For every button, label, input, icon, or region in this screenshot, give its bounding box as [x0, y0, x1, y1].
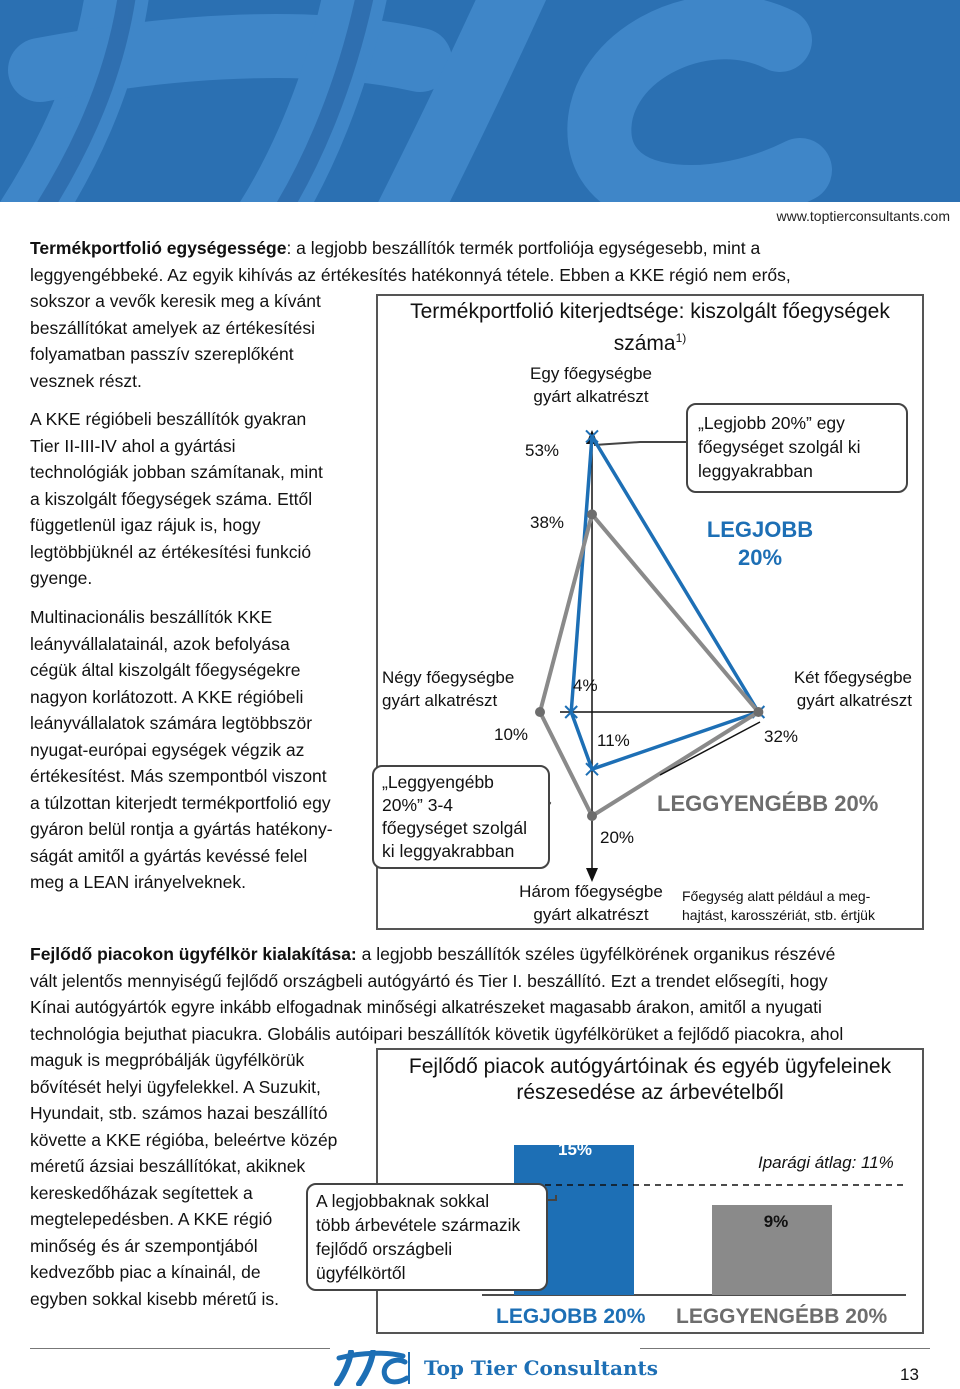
text-line: Tier II-III-IV ahol a gyártási	[30, 435, 236, 456]
callout-line: „Leggyengébb	[382, 772, 494, 792]
text-line: bővítését helyi ügyfelekkel. A Suzukit,	[30, 1076, 321, 1097]
callout-line: ki leggyakrabban	[382, 841, 515, 861]
callout-line: ügyfélkörtől	[316, 1263, 406, 1283]
text-line: gyenge.	[30, 568, 93, 588]
section2-lead: Fejlődő piacokon ügyfélkör kialakítása:	[30, 944, 357, 964]
footer-divider	[640, 1348, 930, 1349]
callout-line: 20%” 3-4	[382, 795, 454, 815]
data-label-top-worst: 38%	[530, 513, 565, 532]
text-line: leányvállalatainál, azok befolyása	[30, 633, 290, 654]
label-line: gyárt alkatrészt	[533, 387, 649, 406]
text-line: értékesítést. Más szempontból viszont	[30, 766, 327, 786]
text-line: ságát amitől a gyártás kevéssé felel	[30, 845, 308, 866]
label-line: Három főegységbe	[519, 882, 663, 901]
text-line: cégük által kiszolgált főegységekre	[30, 660, 301, 680]
label-line: Két főegységbe	[793, 668, 912, 687]
label-line: gyárt alkatrészt	[533, 905, 649, 924]
footer-divider	[30, 1348, 330, 1349]
series-label-worst: LEGGYENGÉBB 20%	[657, 791, 879, 816]
data-label-right: 32%	[764, 727, 799, 746]
text-line: meg a LEAN irányelveknek.	[30, 872, 246, 892]
section1-lead-rest: : a legjobb beszállítók termék portfoliója egységesebb, mint a	[286, 238, 761, 258]
text-line: vesznek részt.	[30, 370, 142, 391]
label-line: 20%	[737, 545, 783, 570]
chart-title-line: Termékportfolió kiterjedtsége: kiszolgált főegységek	[410, 300, 890, 323]
text-line: kedvezőbb piac a kínainál, de	[30, 1262, 261, 1282]
data-label-bottom-worst: 20%	[600, 828, 635, 847]
ttc-logo-icon	[333, 1350, 413, 1386]
text-line: maguk is megpróbálják ügyfélkörük	[30, 1050, 305, 1070]
footer-separator	[408, 1352, 410, 1384]
text-line: leányvállalatok számára legtöbbször	[30, 713, 313, 733]
bar-label-worst: LEGGYENGÉBB 20%	[676, 1305, 888, 1328]
footnote-line: hajtást, karosszériát, stb. értjük	[682, 907, 875, 923]
label-line: Négy főegységbe	[382, 668, 515, 687]
data-label-left-worst: 10%	[494, 725, 529, 744]
text-line: követte a KKE régióba, beleértve közép	[30, 1129, 338, 1150]
text-line: vált jelentős mennyiségű fejlődő országbeli autógyártó és Tier I. beszállító. Ezt a trendet elősegíti, hogy	[30, 970, 828, 991]
callout-revenue	[306, 1183, 548, 1291]
callout-line: fejlődő országbeli	[316, 1239, 453, 1259]
text-line: a kiszolgált főegységek száma. Ettől	[30, 488, 313, 509]
text-line: folyamatban passzív szereplőként	[30, 344, 294, 364]
callout-line: „Legjobb 20%” egy	[698, 413, 845, 433]
data-label-left-best: 4%	[573, 676, 598, 695]
bar-value-worst: 9%	[763, 1212, 789, 1231]
text-line: sokszor a vevők keresik meg a kívánt	[30, 291, 321, 311]
callout-line: A legjobbaknak sokkal	[316, 1191, 490, 1211]
bar-value-best: 15%	[557, 1140, 593, 1159]
text-line: A KKE régióbeli beszállítók gyakran	[30, 409, 307, 429]
text-line: Kínai autógyártók egyre inkább elfogadnak minőségi alkatrészeket magasabb árakon, amitől a nyugati	[30, 997, 822, 1017]
text-line: méretű ázsiai beszállítókat, akiknek	[30, 1156, 306, 1176]
footnote-line: Főegység alatt például a meg-	[682, 888, 871, 904]
text-line: gyáron belül rontja a gyártás hatékony-	[30, 819, 333, 839]
callout-line: főegységet szolgál	[382, 818, 527, 838]
section1-line2: leggyengébbeké. Az egyik kihívás az értékesítés hatékonnyá tétele. Ebben a KKE régió nem erős,	[30, 264, 791, 285]
section2-lead-rest: a legjobb beszállítók széles ügyfélkörének organikus részévé	[356, 944, 836, 964]
text-line: függetlenül igaz rájuk is, hogy	[30, 515, 261, 535]
callout-line: leggyakrabban	[698, 461, 813, 481]
text-line: minőség és ár szempontjából	[30, 1235, 258, 1256]
text-line: Multinacionális beszállítók KKE	[30, 607, 273, 627]
text-line: egyben sokkal kisebb méretű is.	[30, 1288, 280, 1309]
chart-title-line: Fejlődő piacok autógyártóinak és egyéb ügyfeleinek	[408, 1055, 892, 1078]
page-number: 13	[900, 1365, 919, 1384]
data-label-top-best: 53%	[525, 441, 560, 460]
label-line: gyárt alkatrészt	[796, 691, 912, 710]
footnote-marker: 1)	[675, 331, 687, 345]
label-line: Egy főegységbe	[530, 364, 652, 383]
text-line: beszállítókat amelyek az értékesítési	[30, 317, 315, 338]
text-line: Hyundait, stb. számos hazai beszállító	[30, 1103, 328, 1123]
callout-line: főegységet szolgál ki	[698, 437, 861, 457]
data-label-bottom-best: 11%	[597, 731, 630, 750]
label-line: LEGJOBB	[706, 517, 814, 542]
text-line: technológiák jobban számítanak, mint	[30, 462, 323, 482]
text-line: kereskedőházak segítettek a	[30, 1182, 253, 1203]
text-line: technológia bejuthat piacukra. Globális autóipari beszállítók követik ügyfélkörüket a fejlődő piacokra, ahol	[30, 1023, 844, 1044]
industry-average-label: Iparági átlag: 11%	[758, 1153, 894, 1172]
label-line: gyárt alkatrészt	[382, 691, 498, 710]
footer-brand: Top Tier Consultants	[424, 1356, 659, 1380]
text-line: nyugat-európai egységek végzik az	[30, 739, 305, 760]
text-line: megtelepedésben. A KKE régió	[30, 1209, 273, 1229]
callout-line: több árbevétele származik	[316, 1215, 521, 1235]
text-line: nagyon korlátozott. A KKE régióbeli	[30, 686, 304, 707]
text-line: legtöbbjüknél az értékesítési funkció	[30, 541, 312, 562]
chart-title-line: száma	[613, 332, 676, 355]
text-line: a túlzottan kiterjedt termékportfolió egy	[30, 792, 331, 813]
website-url[interactable]: www.toptierconsultants.com	[776, 208, 950, 224]
section1-lead: Termékportfolió egységessége	[30, 238, 287, 258]
bar-label-best: LEGJOBB 20%	[496, 1305, 646, 1328]
chart-title-line: részesedése az árbevételből	[516, 1081, 784, 1104]
